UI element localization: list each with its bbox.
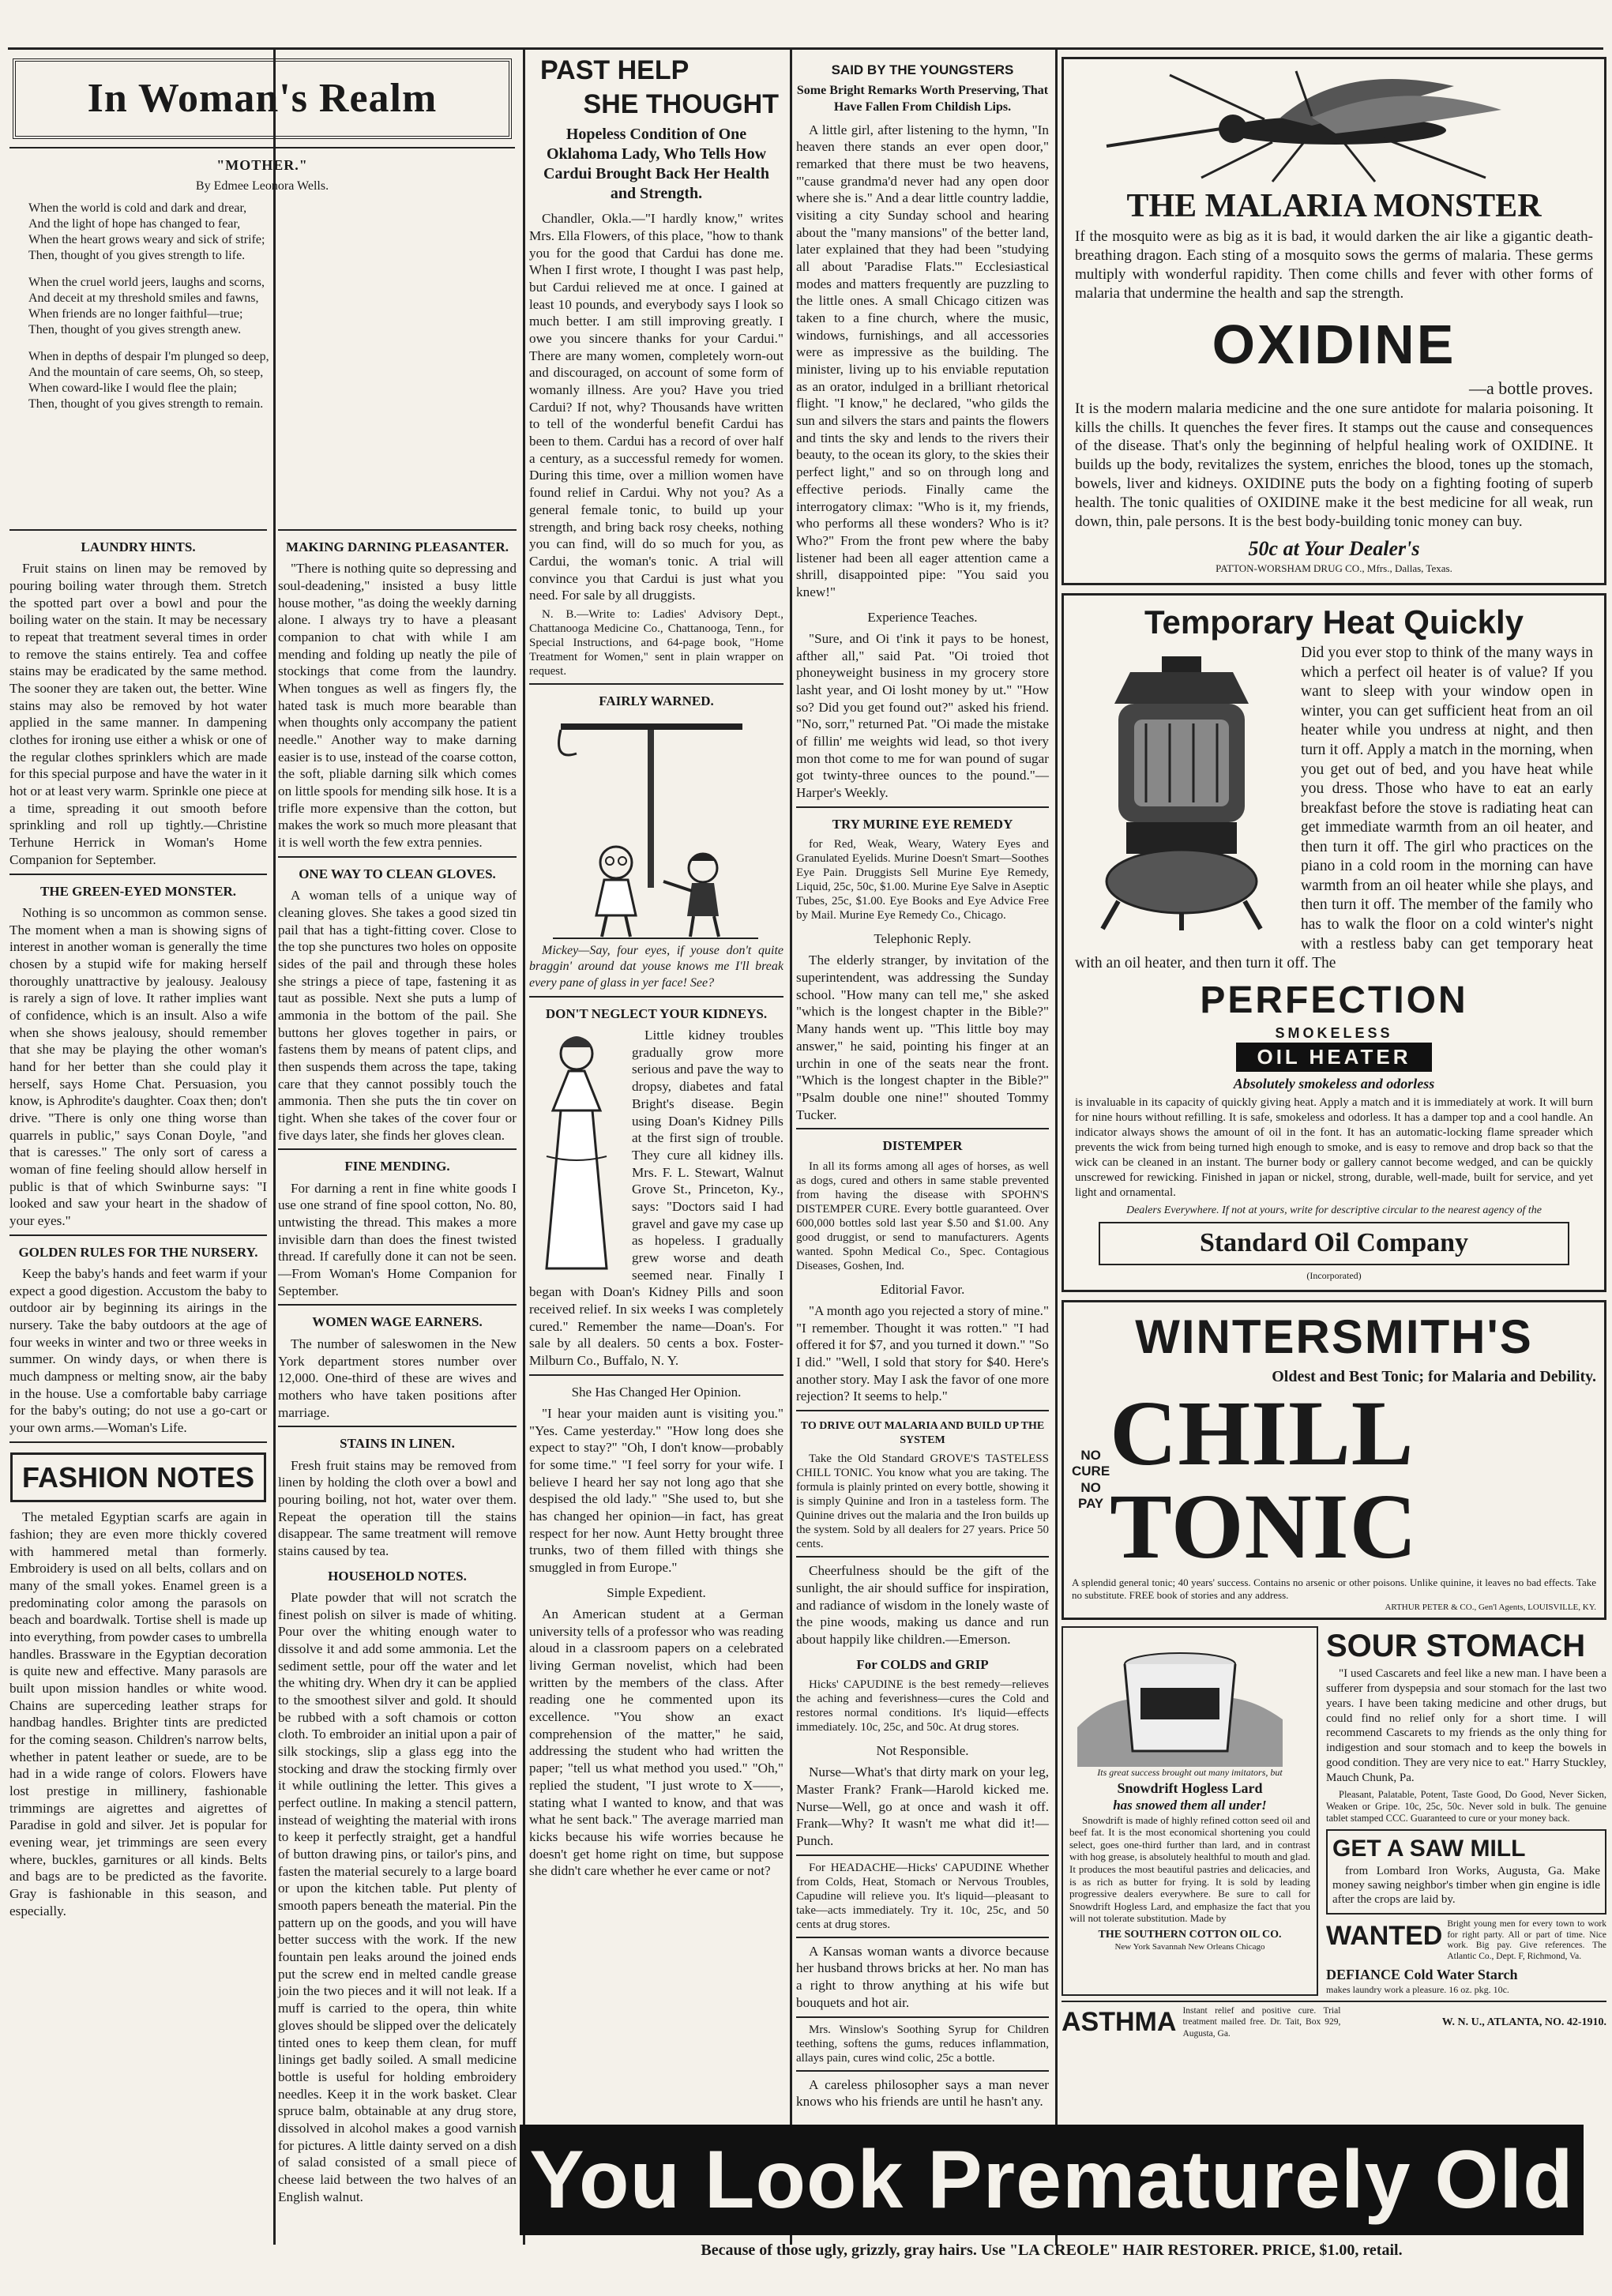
column-rule: [790, 49, 792, 2245]
asthma-title: ASTHMA: [1062, 2007, 1177, 2038]
oxidine-price: 50c at Your Dealer's: [1248, 537, 1420, 561]
wage-heading: WOMEN WAGE EARNERS.: [312, 1314, 483, 1330]
snowdrift-ad: [1062, 1626, 1318, 1995]
saw-mill-title: GET A SAW MILL: [1332, 1835, 1526, 1862]
cardui-heading-1: PAST HELP: [540, 55, 690, 85]
changed-opinion-text: "I hear your maiden aunt is visiting you." "Yes. Came yesterday." "How long does she expect to stay?" "Oh, I don't know—probably for some time." "I feel sorry for your wife. I believe I heard her say not long ago that she despised the old lady." "She used to, but she has changed her opinion—in fact, has great respect for her now. Aunt Hetty brought three trunks, two of them filled with things she smuggled in from Europe.": [529, 1405, 783, 1576]
perfection-name: PERFECTION: [1200, 979, 1468, 1021]
column-3: [529, 54, 783, 2099]
distemper-text: In all its forms among all ages of horses, as well as dogs, cured and others in same stable prevented from having the disease with SPOHN'S DISTEMPER CURE. Every bottle guaranteed. Over 600,000 bottles sold last year $.50 and $1.00. Any good druggist, or send to manufacturers. Agents wanted. Spohn Medical Co., Spec. Contagious Diseases, Goshen, Ind.: [796, 1159, 1049, 1272]
headache-text: For HEADACHE—Hicks' CAPUDINE Whether from Colds, Heat, Stomach or Nervous Troubles, Capudine will relieve you. It's liquid—pleasant to take—acts immediately. Try it. 10c, 25c, and 50 cents at drug stores.: [796, 1861, 1049, 1931]
responsible-text: Nurse—What's that dirty mark on your leg, Master Frank? Frank—Harold kicked me. Nurse—Well, go at once and wash it off. Frank—Why? It wasn't me what did it!—Punch.: [796, 1764, 1049, 1849]
perfection-dealers: Dealers Everywhere. If not at yours, write for descriptive circular to the nearest agency of the: [1125, 1204, 1542, 1216]
premature-banner: You Look Prematurely Old: [520, 2125, 1584, 2235]
poem-line: When the world is cold and dark and drear,: [28, 201, 247, 216]
column-4: [796, 54, 1049, 2110]
heat-body: Did you ever stop to think of the many ways in which a perfect oil heater is of value? If you want to sleep with your window open in winter, you can get sufficient heat from an oil heater while you undress at night, and then turn it off. Apply a match in the morning, when you get out of bed, and you have heat while you dress. Those who have to eat an early breakfast before the stove is radiating heat can get immediate warmth from an oil heater, and then turn it off. The girl who practices on the piano in a cold room in the morning can have warmth from an oil heater while she plays, and then turn it off. The member of the family who has to walk the floor on a cold winter's night with a restless baby can get temporary heat with an oil heater, and then turn it off. The: [1075, 644, 1593, 972]
gloves-heading: ONE WAY TO CLEAN GLOVES.: [299, 866, 496, 881]
wage-text: The number of saleswomen in the New York department stores number over 12,000. One-third of these are wives and mothers who have taken positions after marriage.: [278, 1336, 517, 1420]
sour-stomach-title: SOUR STOMACH: [1326, 1629, 1586, 1664]
experience-heading: Experience Teaches.: [867, 609, 978, 625]
gloves-text: A woman tells of a unique way of cleaning gloves. She takes a good sized tin pail that has a tight-fitting cover. Close to the top she punctures two holes on opposite sides of the pail and through these holes she strings a piece of tape, fastening it as taut as possible. Next she puts a lump of ammonia in the bottom of the pail. She buttons her gloves together in pairs, or fastens them by means of patent clips, and then suspends them across the tape, taking care that they cannot possibly touch the ammonia. Then she puts the tin cover on tight. When she takes of the cover four or five days later, she finds her gloves clean.: [278, 888, 517, 1143]
careless-text: A careless philosopher says a man never knows who his friends are until he hasn't any.: [796, 2076, 1049, 2110]
youngsters-text: A little girl, after listening to the hymn, "In heaven there stands an ever open door," remarked that there must be two heavens, "'cause grandma'd never had any open door where she is." And a dear little country laddie, visiting a city Sunday school and hearing about the "many mansions" of the better land, later explained that they had been "studying all about 'Paradise Flats.'" Ecclesiastical modes and matters frequently are puzzling to the little ones. A small Chicago citizen was taken to a fine church, where the music, windows, furnishings, and all accessories were as impressive as the building. The minister, living up to his enviable reputation as an orator, indulged in a brilliant rhetorical flight. "I know," he declared, "who gilds the sun and silvers the stars and paints the flowers and tints the sky and lends to the rivers their beauty, to the ocean its glory, to the skies their perfect light," and so on through long and effective periods. Finally came the interrogatory climax: "Who is it, my friends, who performs all these wonders? Who is it? Who?" From the front pew where the baby listener had been all eager attention came a shrill, disappointed pipe: "You said you knew!": [796, 122, 1049, 599]
winslow-text: Mrs. Winslow's Soothing Syrup for Children teething, softens the gums, reduces inflammation, allays pain, cures wind colic, 25c a bottle.: [796, 2023, 1049, 2065]
poem-line: When in depths of despair I'm plunged so deep,: [28, 350, 269, 364]
simple-expedient-heading: Simple Expedient.: [607, 1584, 706, 1600]
column-1-top: [9, 52, 515, 542]
poem-line: Then, thought of you gives strength to life.: [28, 249, 246, 263]
cure-label: CURE: [1072, 1464, 1110, 1479]
mending-heading: FINE MENDING.: [344, 1159, 450, 1174]
poem-line: When coward-like I would flee the plain;: [28, 381, 237, 396]
youngsters-subheading: Some Bright Remarks Worth Preserving, That Have Fallen From Childish Lips.: [796, 84, 1049, 114]
poem-line: Then, thought of you gives strength to remain.: [28, 397, 264, 411]
kidney-text: Little kidney troubles gradually grow more serious and pave the way to dropsy, diabetes and fatal Bright's disease. Begin using Doan's Kidney Pills at the first sign of trouble. They cure all kidney ills. Mrs. F. L. Stewart, Walnut Grove St., Princeton, Ky., says: "Doctors said I had gravel and gave my case up as hopeless. I gradually grew worse and death seemed near. Finally I began with Doan's Kidney Pills and soon received relief. In six weeks I was completely cured." Remember the name—Doan's. For sale by all dealers. 50 cents a box. Foster-Milburn Co., Buffalo, N. Y.: [529, 1028, 783, 1368]
sour-stomach-small: Pleasant, Palatable, Potent, Taste Good, Do Good, Never Sicken, Weaken or Gripe. 10c, 25c, 50c. Never sold in bulk. The genuine tablet stamped CCC. Guaranteed to cure or your money back.: [1326, 1788, 1606, 1824]
saw-mill-body: from Lombard Iron Works, Augusta, Ga. Make money sawing neighbor's timber when gin engine is idle after the crops are laid by.: [1332, 1864, 1600, 1906]
kansas-text: A Kansas woman wants a divorce because her husband throws bricks at her. No man has a right to throw anything at his wife but bouquets and hot air.: [796, 1943, 1049, 2010]
poem-line: And deceit at my threshold smiles and fawns,: [28, 291, 259, 306]
laundry-text: Fruit stains on linen may be removed by pouring boiling water through them. Stretch the spotted part over a bowl and pour the boiling water on the stain. It may be necessary to repeat that treatment several times in order to remove the stains entirely. Tea and coffee stains may be eradicated by the same method. The sooner they are taken out, the better. Wine stains may also be removed by hot water applied in the same manner. In dampening clothes for ironing use either a whisk or one of the regular clothes sprinklers which are made for this special purpose and have the water in it hot or at least very warm. Sprinkle one piece at a time, spreading it out smooth before sprinkling and roll up tightly.—Christine Terhune Herrick in Woman's Home Companion for September.: [9, 561, 267, 867]
stains-heading: STAINS IN LINEN.: [340, 1436, 455, 1452]
wintersmith-name: WINTERSMITH'S: [1135, 1310, 1533, 1364]
golden-rules-heading: GOLDEN RULES FOR THE NURSERY.: [18, 1244, 258, 1260]
colds-text: Hicks' CAPUDINE is the best remedy—relieves the aching and feverishness—cures the Cold and restores normal conditions. It's liquid—effects immediately. 10c, 25c, and 50c. At drug stores.: [796, 1678, 1049, 1734]
defiance-starch-sub: makes laundry work a pleasure. 16 oz. pkg. 10c.: [1326, 1983, 1509, 1995]
cardui-text: Chandler, Okla.—"I hardly know," writes Mrs. Ella Flowers, of this place, "how to thank you for the good that Cardui has done me. When I first wrote, I thought I was past help, but Cardui relieved me at once. I gained at least 10 pounds, and everybody says I look so much better. I am still improving greatly. I owe you sincere thanks for your Cardui." There are many women, completely worn-out and discouraged, on account of some form of womanly illness. Are you? Have you tried Cardui? If not, why? Thousands have written to tell of the wonderful benefit Cardui has been to them. Cardui has a record of over half a century, as a successful remedy for women. During this time, over a million women have found relief in Cardui. Why not you? As a general female tonic, to build up your strength, and bring back rosy cheeks, nothing you can find, will do so much for you, as Cardui, the woman's tonic. A trial will convince you that Cardui is just what you need. For sale by all druggists.: [529, 211, 783, 603]
perfection-body: is invaluable in its capacity of quickly giving heat. Apply a match and it is immediately at work. It will burn for nine hours without refilling. It is safe, smokeless and odorless. It has a damper top and a cool handle. An indicator always shows the amount of oil in the font. It has an automatic-locking flame spreader which prevents the wick from being turned high enough to smoke, and is easy to remove and drop back so that the wick can be cleaned in an instant. The burner body or gallery cannot become wedged, and can be quickly unscrewed for rewicking. Finished in japan or nickel, strong, durable, well-made, built for service, and yet light and ornamental.: [1075, 1096, 1593, 1199]
snowdrift-subtitle: has snowed them all under!: [1113, 1798, 1267, 1813]
oxidine-tagline: —a bottle proves.: [1468, 378, 1593, 398]
pay-label: PAY: [1078, 1496, 1104, 1512]
chill-tonic-name: CHILL TONIC: [1110, 1381, 1418, 1578]
changed-opinion-heading: She Has Changed Her Opinion.: [571, 1384, 742, 1400]
fashion-notes-heading: FASHION NOTES: [10, 1452, 266, 1502]
malaria-small-heading: TO DRIVE OUT MALARIA AND BUILD UP THE SYSTEM: [800, 1420, 1045, 1446]
malaria-monster-ad: [1062, 57, 1606, 585]
simple-expedient-text: An American student at a German university tells of a professor who was reading aloud in a classroom papers on a celebrated living German novelist, which had been written by the members of the class. After reading one he commented upon its excellence. "You show an exact comprehension of the matter," he said, addressing the student who had written the paper; "tell us what method you used." "Oh," replied the student, "I just wrote to X——, stating what I wanted to know, and that was what he sent back." The average married man kicks because his wife worries because he doesn't get home right on time, but suppose she didn't care whether he ever came or not?: [529, 1606, 783, 1879]
no-label: NO: [1080, 1448, 1101, 1464]
oxidine-maker: PATTON-WORSHAM DRUG CO., Mfrs., Dallas, Texas.: [1216, 562, 1452, 574]
wanted-body: Bright young men for every town to work for right party. All or part of time. Nice work. Big pay. Give references. The Atlantic Co., Dept. F, Richmond, Va.: [1447, 1918, 1606, 1962]
telephonic-text: The elderly stranger, by invitation of the superintendent, was addressing the Sunday school. "How many can tell me," she asked "which is the longest chapter in the Bible?" Many hands went up. "This little boy may answer," he said, pointing his finger at an urchin in one of the seats near the front. "Which is the longest chapter in the Bible?" "Psalm double one nine!" shouted Tommy Tucker.: [796, 953, 1049, 1122]
fairly-warned-heading: FAIRLY WARNED.: [599, 693, 714, 708]
snowdrift-body: Snowdrift is made of highly refined cotton seed oil and beef fat. It is the most economical shortening you could select, goes one-third further than lard, and in contrast with hog grease, is absolutely healthful to mouth and glad. It produces the most beautiful pastries and delicacies, and is as rich as butter for frying. It is sold by leading progressive dealers everywhere. Be sure to call for Snowdrift Hogless Lard, and emphasize the fact that you will not tolerate substitution. Made by: [1069, 1813, 1310, 1925]
snowdrift-caption: Its great success brought out many imitators, but: [1097, 1767, 1283, 1779]
green-eyed-text: Nothing is so uncommon as common sense. The moment when a man is showing signs of interest in another woman is generally the time chosen by a stupid wife for making herself thoroughly unattractive by jealousy. Jealousy is rarely a sign of love. It rather implies want of confidence, which is an insult. Also a wife when she shows jealousy, should remember that she may be playing the other woman's hand for her better than she could play it herself, says Home Chat. Persuasion, you know, is Aphrodite's daughter. Coax then; don't drive. "There is only one thing worse than quarrels in public," says Conan Doyle, "and that is caresses." The only sort of caress a woman of fine feeling should allow herself in public is that of which Swinburne says: "I looked and saw your heart in the shadow of your eyes.": [9, 904, 267, 1228]
column-rule: [523, 49, 525, 2245]
youngsters-heading: SAID BY THE YOUNGSTERS: [831, 62, 1014, 77]
editorial-text: "A month ago you rejected a story of mine." "I remember. Thought it was rotten." "I had offered it for $7, and you turned it down." "So I did." "Well, I sold that story for $40. Here's another story. May I ask the favor of one more rejection? It seems to help.": [796, 1303, 1049, 1404]
poem-body: [28, 201, 515, 412]
stains-text: Fresh fruit stains may be removed from linen by holding the cloth over a bowl and pouring boiling, not hot, water over them. Repeat the operation till the stains disappear. The same treatment will remove stains caused by tea.: [278, 1457, 517, 1558]
column-2: [278, 524, 517, 2278]
snowdrift-title: Snowdrift Hogless Lard: [1117, 1779, 1263, 1796]
top-rule: [8, 47, 1603, 50]
mosquito-illustration: [1075, 67, 1588, 186]
experience-text: "Sure, and Oi t'ink it pays to be honest, afther all," said Pat. "Oi troied thot phoneyweight business in my grocery store lasht year, and Oi losht money by ut." "How so? Did you get found out?" asked his friend. "No, sorr," returned Pat. "Oi made the mistake of fillin' me weights wid lead, so thot ivery mon thot come to me for wan pound of sugar got twinty-three ounces to the pound."—Harper's Weekly.: [796, 630, 1049, 800]
column-rule: [1055, 49, 1058, 2245]
household-heading: HOUSEHOLD NOTES.: [328, 1568, 467, 1584]
poem-line: And the light of hope has changed to fear,: [28, 217, 241, 231]
stanza-break: [28, 264, 515, 275]
malaria-intro: If the mosquito were as big as it is bad, it would darken the air like a gigantic death-breathing dragon. Each sting of a mosquito sows the germs of malaria. These germs multiply with wonderful rapidity. Then come chills and fever with other forms of malaria that undermine the health and sap the strength.: [1075, 227, 1593, 302]
woman-realm-banner: [13, 58, 512, 139]
household-text: Plate powder that will not scratch the finest polish on silver is made of whiting. Pour over the whiting enough water to dissolve it and add some ammonia. Let the sediment settle, pour off the water and let the whiting dry. When dry it can be applied to the smoothest silver and gold. It should be rubbed with a soft chamois or cotton cloth. To embroider an initial upon a pair of silk stockings, slip a glass egg into the stocking and draw the stocking firmly over it while outlining the letter. This gives a perfect outline. In making a stencil pattern, instead of weighting the material with irons to keep it perfectly straight, get a handful of button drawing pins, or tailor's pins, and fasten the material securely to a large board or upon the kitchen table. Put plenty of smooth papers beneath the material. Pin the pattern up on the goods, and you will have better success with the work. If the new fountain pen leaks around the joined ends put the screw end in melted candle grease join the two pieces and it will not leak. If a muff is carried to the opera, thin white gloves should be slipped over the delicately tinted ones to keep them clean, for muff linings get badly soiled. A small medicine bottle is useful for holding embroidery needles. Keep it in the work basket. Clear spruce balm, obtainable at any drug store, dissolved in alcohol makes a good varnish for pictures. A little dainty served on a dish of salad consisted of a small piece of cheese laid between the two halves of an English walnut.: [278, 1590, 517, 2204]
kidney-heading: DON'T NEGLECT YOUR KIDNEYS.: [545, 1005, 768, 1021]
poem-line: When friends are no longer faithful—true;: [28, 307, 243, 321]
wnu-label: W. N. U., ATLANTA, NO. 42-1910.: [1441, 2016, 1606, 2028]
asthma-body: Instant relief and positive cure. Trial treatment mailed free. Dr. Tait, Box 929, Augusta, Ga.: [1182, 2005, 1341, 2039]
poem-line: When the cruel world jeers, laughs and scorns,: [28, 276, 265, 290]
cardui-note: N. B.—Write to: Ladies' Advisory Dept., Chattanooga Medicine Co., Chattanooga, Tenn., for Special Instructions, and 64-page book, "Home Treatment for Women," sent in plain wrapper on request.: [529, 607, 783, 678]
poem-line: When the heart grows weary and sick of strife;: [28, 233, 265, 247]
snowdrift-maker: THE SOUTHERN COTTON OIL CO.: [1098, 1929, 1282, 1941]
cardui-subheading: Hopeless Condition of One Oklahoma Lady, Who Tells How Cardui Brought Back Her Health and Strength.: [543, 125, 769, 203]
oil-heater-illustration: [1075, 648, 1288, 933]
oxidine-body: It is the modern malaria medicine and the one sure antidote for malaria poisoning. It kills the chills. It quenches the fever fires. It stamps out the cause and consequences of the disease. That's only the beginning of helpful healing work of OXIDINE. It builds up the body, revitalizes the system, enriches the blood, tones up the stomach, bowels, liver and kidneys. OXIDINE puts the body on a fighting footing of superb health. The tonic qualities of OXIDINE make it the best medicine for all weak, run down, thin, pale persons. It is the best body-building tonic money can buy.: [1075, 400, 1593, 531]
murine-text: for Red, Weak, Weary, Watery Eyes and Granulated Eyelids. Murine Doesn't Smart—Soothes Eye Pain. Druggists Sell Murine Eye Remedy, Liquid, 25c, 50c, $1.00. Murine Eye Salve in Aseptic Tubes, 25c, $1.00. Eye Books and Eye Advice Free by Mail. Murine Eye Remedy Co., Chicago.: [796, 838, 1049, 923]
perfection-tagline: Absolutely smokeless and odorless: [1233, 1075, 1435, 1092]
cheerfulness-text: Cheerfulness should be the gift of the sunlight, the air should suffice for inspiration, and radiance of wisdom in the lonely waste of the pine woods, making us dance and run about happily like children.—Emerson.: [796, 1563, 1049, 1647]
oxidine-name: OXIDINE: [1212, 313, 1456, 375]
fairly-warned-caption: Mickey—Say, four eyes, if youse don't quite braggin' around dat youse knows me I'll break every pane of glass in yer face! See?: [529, 944, 783, 990]
ads-column: [1062, 54, 1606, 2119]
standard-oil-name: Standard Oil Company: [1099, 1222, 1569, 1265]
woman-illustration: [529, 1030, 624, 1275]
defiance-starch-title: DEFIANCE Cold Water Starch: [1326, 1966, 1518, 1982]
poem-line: Then, thought of you gives strength anew.: [28, 323, 242, 337]
darning-heading: MAKING DARNING PLEASANTER.: [286, 539, 509, 554]
wintersmith-ad: [1062, 1300, 1606, 1620]
heat-title: Temporary Heat Quickly: [1144, 603, 1524, 641]
poem-byline: By Edmee Leonora Wells.: [195, 179, 329, 194]
stanza-break: [28, 338, 515, 349]
wintersmith-maker: ARTHUR PETER & CO., Gen'l Agents, LOUISVILLE, KY.: [1385, 1602, 1596, 1612]
golden-rules-text: Keep the baby's hands and feet warm if your expect a good digestion. Accustom the baby to outdoor air by beginning its airings in the nursery. Take the baby outdoors at the age of four weeks in winter and two or three weeks in summer. On windy days, or when there is much dampness or melting snow, air the baby in the house. Use a comfortable baby carriage for the baby's outing; do not use a go-cart or your own arms.—Woman's Life.: [9, 1266, 267, 1436]
malaria-small-text: Take the Old Standard GROVE'S TASTELESS CHILL TONIC. You know what you are taking. The formula is plainly printed on every bottle, showing it is simply Quinine and Iron in a tasteless form. The Quinine drives out the malaria and the Iron builds up the system. Sold by all dealers for 27 years. Price 50 cents.: [796, 1452, 1049, 1551]
murine-heading: TRY MURINE EYE REMEDY: [832, 816, 1013, 832]
editorial-heading: Editorial Favor.: [880, 1281, 965, 1297]
incorporated-label: (Incorporated): [1306, 1269, 1362, 1281]
sour-stomach-body: "I used Cascarets and feel like a new man. I have been a sufferer from dyspepsia and sour stomach for the last two years. I have been taking medicine and other drugs, but could find no relief only for a short time. I will recommend Cascarets to my friends as the only thing for indigestion and sour stomach and to keep the bowels in good condition. They are very nice to eat." Harry Stuckley, Mauch Chunk, Pa.: [1326, 1667, 1606, 1785]
no-label-2: NO: [1080, 1479, 1101, 1495]
mending-text: For darning a rent in fine white goods I use one strand of fine spool cotton, No. 80, untwisting the thread. This makes a more invisible darn than does the finest twisted thread. If carefully done it can not be seen.—From Woman's Home Companion for September.: [278, 1180, 517, 1298]
snowdrift-cities: New York Savannah New Orleans Chicago: [1114, 1941, 1265, 1952]
perfection-heater-ad: [1062, 593, 1606, 1292]
wintersmith-small: A splendid general tonic; 40 years' success. Contains no arsenic or other poisons. Unlike quinine, it leaves no bad effects. Take no substitute. FREE book of stories and any address.: [1072, 1576, 1596, 1602]
distemper-heading: DISTEMPER: [882, 1138, 963, 1154]
responsible-heading: Not Responsible.: [876, 1743, 969, 1759]
poem-title: "MOTHER.": [216, 156, 308, 173]
wintersmith-subheading: Oldest and Best Tonic; for Malaria and Debility.: [1272, 1367, 1596, 1385]
fairly-warned-cartoon: [529, 714, 782, 943]
banner-title: In Woman's Realm: [87, 76, 438, 121]
darning-text: "There is nothing quite so depressing and soul-deadening," insisted a busy little house mother, "as doing the weekly darning alone. I always try to have a pleasant companion to chat with while I am mending and folding up neatly the pile of stockings that come from the laundry. When tongues as well as fingers fly, the hated task is much more bearable than when thoughts only accompany the patient needle." Another way to make darning easier is to use, instead of the coarse cotton, the soft, pliable darning silk which comes on little spools for mending silk hose. It is a trifle more expensive than the cotton, but makes the work so much more pleasant that it is well worth the few extra pennies.: [278, 561, 517, 851]
snowdrift-pail-illustration: [1069, 1633, 1291, 1767]
laundry-heading: LAUNDRY HINTS.: [81, 539, 196, 554]
column-1: [9, 524, 267, 2278]
poem-line: And the mountain of care seems, Oh, so steep,: [28, 366, 264, 380]
green-eyed-heading: THE GREEN-EYED MONSTER.: [40, 883, 236, 899]
malaria-title: THE MALARIA MONSTER: [1126, 188, 1542, 224]
telephonic-heading: Telephonic Reply.: [874, 931, 971, 947]
cardui-heading-2: SHE THOUGHT: [583, 88, 779, 119]
wanted-title: WANTED: [1326, 1920, 1443, 1951]
colds-heading: For COLDS and GRIP: [856, 1656, 989, 1672]
smokeless-label: SMOKELESS: [1275, 1025, 1393, 1042]
fashion-notes-text: The metaled Egyptian scarfs are again in fashion; they are even more thickly covered with hammered metal than formerly. Embroidery is used on all belts, collars and on many of the small yokes. Enamel green is a predominating color among the parasols on beach and boardwalk. Tortise shell is made up into everything, from powder cases to umbrella handles. Brassware in the Egyptian decoration is quite new and effective. Many parasols are built upon mission handles or white wood. Chains are superceding leather straps for handbag handles. Brighter tints are predicted for the coming season. Children's narrow belts, whether in patent leather or suede, are to be had in a wide range of colors. Flowers have lost prestige in millinery, fashionable trimmings are aigrettes and aigrettes of Paradise in gold and silver. Jet is popular for evening wear, jet trimmings are seen every where, buckles, garnitures or all kinds. Belts and bags are to be predicted as the favorite. Gray is fashionable in this season, and especially.: [9, 1509, 267, 1918]
premature-subtitle: Because of those ugly, grizzly, gray hairs. Use "LA CREOLE" HAIR RESTORER. PRICE, $1.00, retail.: [701, 2242, 1403, 2259]
oil-heater-label: OIL HEATER: [1236, 1043, 1431, 1072]
